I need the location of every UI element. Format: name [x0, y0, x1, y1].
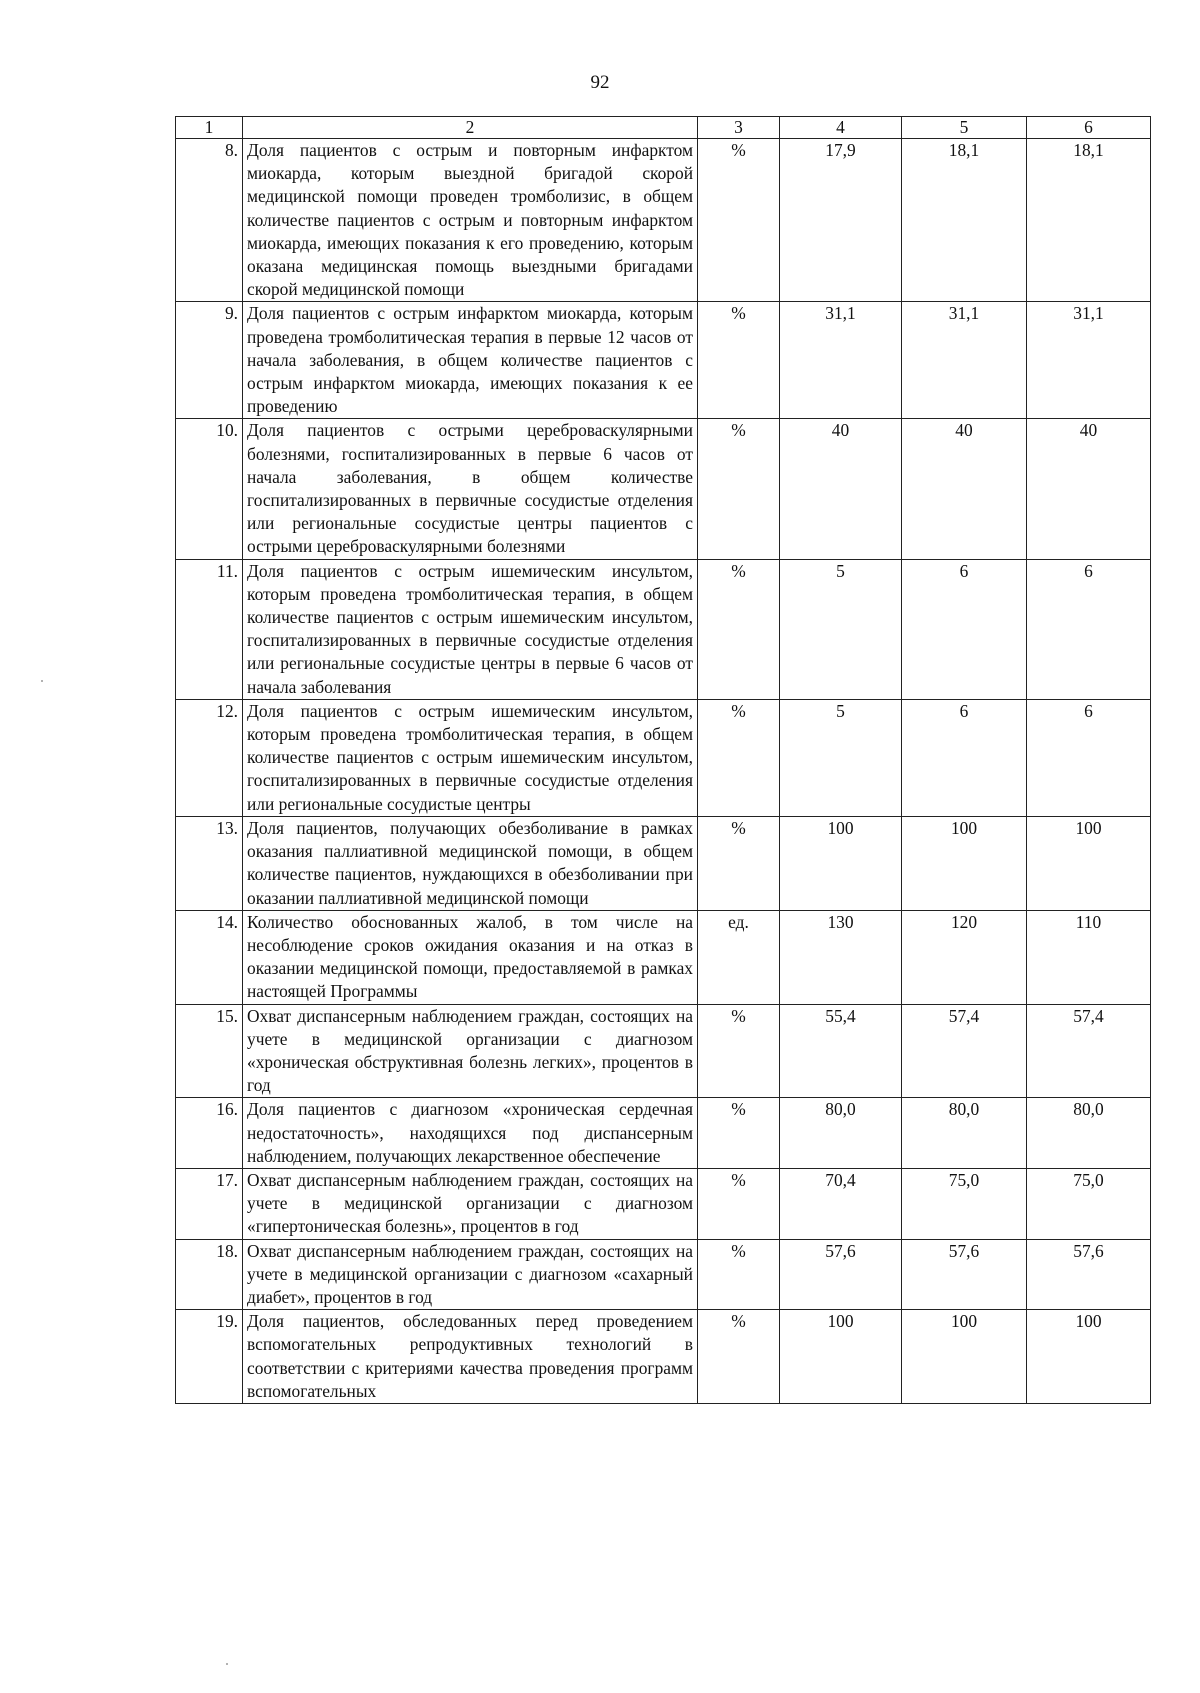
row-number: 9. — [176, 302, 243, 419]
row-number: 16. — [176, 1098, 243, 1169]
value-col-4: 57,6 — [780, 1239, 902, 1310]
value-col-5: 18,1 — [902, 139, 1027, 302]
row-number: 10. — [176, 419, 243, 559]
indicator-text: Доля пациентов с диагнозом «хроническая сердечная недостаточность», находящихся под диспансерным наблюдением, получающих лекарственное обеспечение — [243, 1098, 698, 1169]
column-header-1: 1 — [176, 117, 243, 139]
table-row — [176, 302, 1151, 419]
page-number: 92 — [590, 72, 610, 93]
value-col-4: 100 — [780, 1310, 902, 1404]
indicator-text: Доля пациентов, получающих обезболивание в рамках оказания паллиативной медицинской помощи, в общем количестве пациентов, нуждающихся в обезболивании при оказании паллиативной медицинской помощи — [243, 816, 698, 910]
row-number: 13. — [176, 816, 243, 910]
value-col-6: 75,0 — [1027, 1168, 1151, 1239]
unit-cell: % — [698, 419, 780, 559]
value-col-5: 100 — [902, 816, 1027, 910]
row-number: 8. — [176, 139, 243, 302]
indicator-text: Количество обоснованных жалоб, в том числе на несоблюдение сроков ожидания оказания и на отказ в оказании медицинской помощи, предоставляемой в рамках настоящей Программы — [243, 910, 698, 1004]
value-col-5: 57,6 — [902, 1239, 1027, 1310]
table-row — [176, 559, 1151, 699]
value-col-4: 130 — [780, 910, 902, 1004]
table-row — [176, 1098, 1151, 1169]
unit-cell: % — [698, 699, 780, 816]
value-col-6: 40 — [1027, 419, 1151, 559]
table-row — [176, 699, 1151, 816]
value-col-6: 57,4 — [1027, 1004, 1151, 1098]
indicator-text: Охват диспансерным наблюдением граждан, состоящих на учете в медицинской организации с диагнозом «сахарный диабет», процентов в год — [243, 1239, 698, 1310]
scan-speck — [226, 1663, 228, 1665]
indicator-text: Охват диспансерным наблюдением граждан, состоящих на учете в медицинской организации с диагнозом «хроническая обструктивная болезнь легких», процентов в год — [243, 1004, 698, 1098]
value-col-5: 31,1 — [902, 302, 1027, 419]
value-col-4: 70,4 — [780, 1168, 902, 1239]
scan-speck — [41, 680, 43, 682]
value-col-6: 18,1 — [1027, 139, 1151, 302]
value-col-6: 100 — [1027, 816, 1151, 910]
table-header-row — [176, 117, 1151, 139]
indicator-text: Доля пациентов с острыми цереброваскулярными болезнями, госпитализированных в первые 6 часов от начала заболевания, в общем количестве госпитализированных в первичные сосудистые отделения или региональные сосудистые центры пациентов с острыми цереброваскулярными болезнями — [243, 419, 698, 559]
row-number: 14. — [176, 910, 243, 1004]
row-number: 18. — [176, 1239, 243, 1310]
value-col-6: 110 — [1027, 910, 1151, 1004]
value-col-5: 6 — [902, 699, 1027, 816]
row-number: 15. — [176, 1004, 243, 1098]
column-header-2: 2 — [243, 117, 698, 139]
value-col-4: 17,9 — [780, 139, 902, 302]
table-row — [176, 1168, 1151, 1239]
value-col-6: 57,6 — [1027, 1239, 1151, 1310]
value-col-5: 80,0 — [902, 1098, 1027, 1169]
value-col-4: 31,1 — [780, 302, 902, 419]
value-col-5: 100 — [902, 1310, 1027, 1404]
unit-cell: % — [698, 139, 780, 302]
unit-cell: % — [698, 1168, 780, 1239]
value-col-4: 40 — [780, 419, 902, 559]
table-row — [176, 139, 1151, 302]
value-col-5: 6 — [902, 559, 1027, 699]
table-row — [176, 1239, 1151, 1310]
unit-cell: % — [698, 816, 780, 910]
table-row — [176, 1310, 1151, 1404]
table-row — [176, 910, 1151, 1004]
table-row — [176, 816, 1151, 910]
value-col-6: 80,0 — [1027, 1098, 1151, 1169]
indicator-text: Доля пациентов с острым инфарктом миокарда, которым проведена тромболитическая терапия в первые 12 часов от начала заболевания, в общем количестве пациентов с острым инфарктом миокарда, имеющих показания к ее проведению — [243, 302, 698, 419]
unit-cell: % — [698, 559, 780, 699]
value-col-6: 31,1 — [1027, 302, 1151, 419]
value-col-5: 40 — [902, 419, 1027, 559]
indicator-text: Доля пациентов с острым ишемическим инсультом, которым проведена тромболитическая терапия, в общем количестве пациентов с острым ишемическим инсультом, госпитализированных в первичные сосудистые отделения или региональные сосудистые центры в первые 6 часов от начала заболевания — [243, 559, 698, 699]
value-col-4: 80,0 — [780, 1098, 902, 1169]
indicator-text: Доля пациентов, обследованных перед проведением вспомогательных репродуктивных технологий в соответствии с критериями качества проведения программ вспомогательных — [243, 1310, 698, 1404]
indicators-table — [175, 116, 1151, 1404]
unit-cell: % — [698, 1239, 780, 1310]
unit-cell: ед. — [698, 910, 780, 1004]
column-header-6: 6 — [1027, 117, 1151, 139]
column-header-5: 5 — [902, 117, 1027, 139]
value-col-6: 100 — [1027, 1310, 1151, 1404]
row-number: 12. — [176, 699, 243, 816]
table-row — [176, 419, 1151, 559]
row-number: 17. — [176, 1168, 243, 1239]
table-row — [176, 1004, 1151, 1098]
value-col-5: 57,4 — [902, 1004, 1027, 1098]
value-col-4: 55,4 — [780, 1004, 902, 1098]
indicator-text: Доля пациентов с острым ишемическим инсультом, которым проведена тромболитическая терапия, в общем количестве пациентов с острым ишемическим инсультом, госпитализированных в первичные сосудистые отделения или региональные сосудистые центры — [243, 699, 698, 816]
indicator-text: Доля пациентов с острым и повторным инфарктом миокарда, которым выездной бригадой скорой медицинской помощи проведен тромболизис, в общем количестве пациентов с острым и повторным инфарктом миокарда, имеющих показания к его проведению, которым оказана медицинская помощь выездными бригадами скорой медицинской помощи — [243, 139, 698, 302]
value-col-5: 120 — [902, 910, 1027, 1004]
column-header-3: 3 — [698, 117, 780, 139]
value-col-4: 100 — [780, 816, 902, 910]
column-header-4: 4 — [780, 117, 902, 139]
unit-cell: % — [698, 1004, 780, 1098]
value-col-4: 5 — [780, 559, 902, 699]
row-number: 11. — [176, 559, 243, 699]
unit-cell: % — [698, 1310, 780, 1404]
value-col-5: 75,0 — [902, 1168, 1027, 1239]
indicator-text: Охват диспансерным наблюдением граждан, состоящих на учете в медицинской организации с диагнозом «гипертоническая болезнь», процентов в год — [243, 1168, 698, 1239]
unit-cell: % — [698, 1098, 780, 1169]
value-col-6: 6 — [1027, 559, 1151, 699]
value-col-6: 6 — [1027, 699, 1151, 816]
value-col-4: 5 — [780, 699, 902, 816]
row-number: 19. — [176, 1310, 243, 1404]
unit-cell: % — [698, 302, 780, 419]
